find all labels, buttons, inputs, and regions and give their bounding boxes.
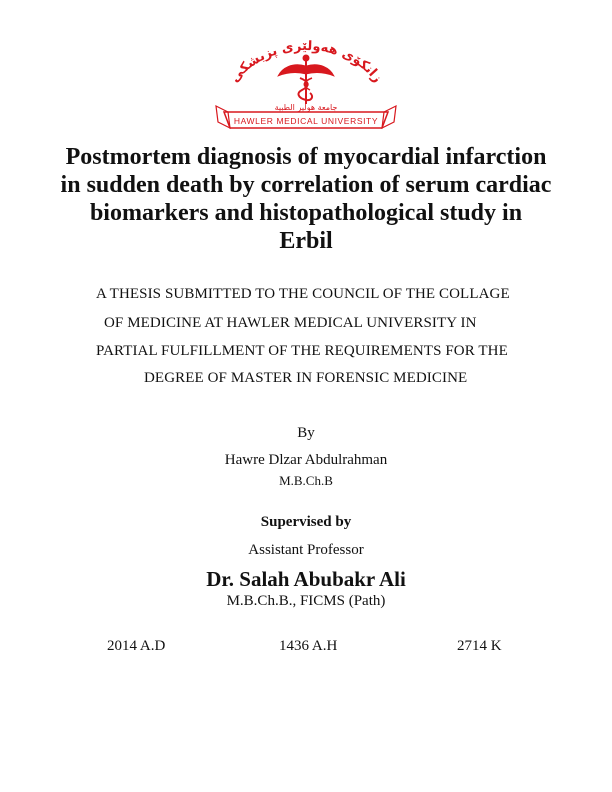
date-gregorian: 2014 A.D bbox=[107, 638, 166, 654]
caduceus-emblem-icon bbox=[278, 55, 334, 104]
thesis-statement-line-3: PARTIAL FULFILLMENT OF THE REQUIREMENTS FOR THE bbox=[96, 343, 508, 359]
logo-english-banner: HAWLER MEDICAL UNIVERSITY bbox=[233, 116, 379, 126]
supervised-by-heading: Supervised by bbox=[260, 514, 352, 530]
thesis-statement-line-1: A THESIS SUBMITTED TO THE COUNCIL OF THE COLLAGE bbox=[96, 286, 510, 302]
title-line: in sudden death by correlation of serum cardiac bbox=[60, 172, 552, 198]
thesis-statement-line-4: DEGREE OF MASTER IN FORENSIC MEDICINE bbox=[144, 370, 468, 386]
author-name: Hawre Dlzar Abdulrahman bbox=[224, 452, 388, 468]
thesis-title bbox=[0, 143, 612, 255]
supervisor-rank: Assistant Professor bbox=[248, 542, 364, 558]
by-label: By bbox=[297, 425, 315, 441]
university-logo bbox=[206, 38, 406, 130]
title-line: Erbil bbox=[279, 228, 333, 254]
title-line: biomarkers and histopathological study in bbox=[89, 200, 523, 226]
thesis-statement-line-2: OF MEDICINE AT HAWLER MEDICAL UNIVERSITY IN bbox=[104, 315, 477, 331]
supervisor-name: Dr. Salah Abubakr Ali bbox=[206, 567, 406, 591]
title-line: Postmortem diagnosis of myocardial infarction bbox=[65, 144, 547, 170]
author-degree: M.B.Ch.B bbox=[279, 473, 333, 488]
date-hijri: 1436 A.H bbox=[279, 638, 338, 654]
logo-arabic-top: زانکۆی هەولێری پزیشکی bbox=[227, 38, 385, 86]
supervisor-qualifications: M.B.Ch.B., FICMS (Path) bbox=[226, 593, 386, 609]
logo-arabic-bottom: جامعة هولير الطبية bbox=[274, 103, 338, 112]
date-kurdish: 2714 K bbox=[457, 638, 502, 654]
